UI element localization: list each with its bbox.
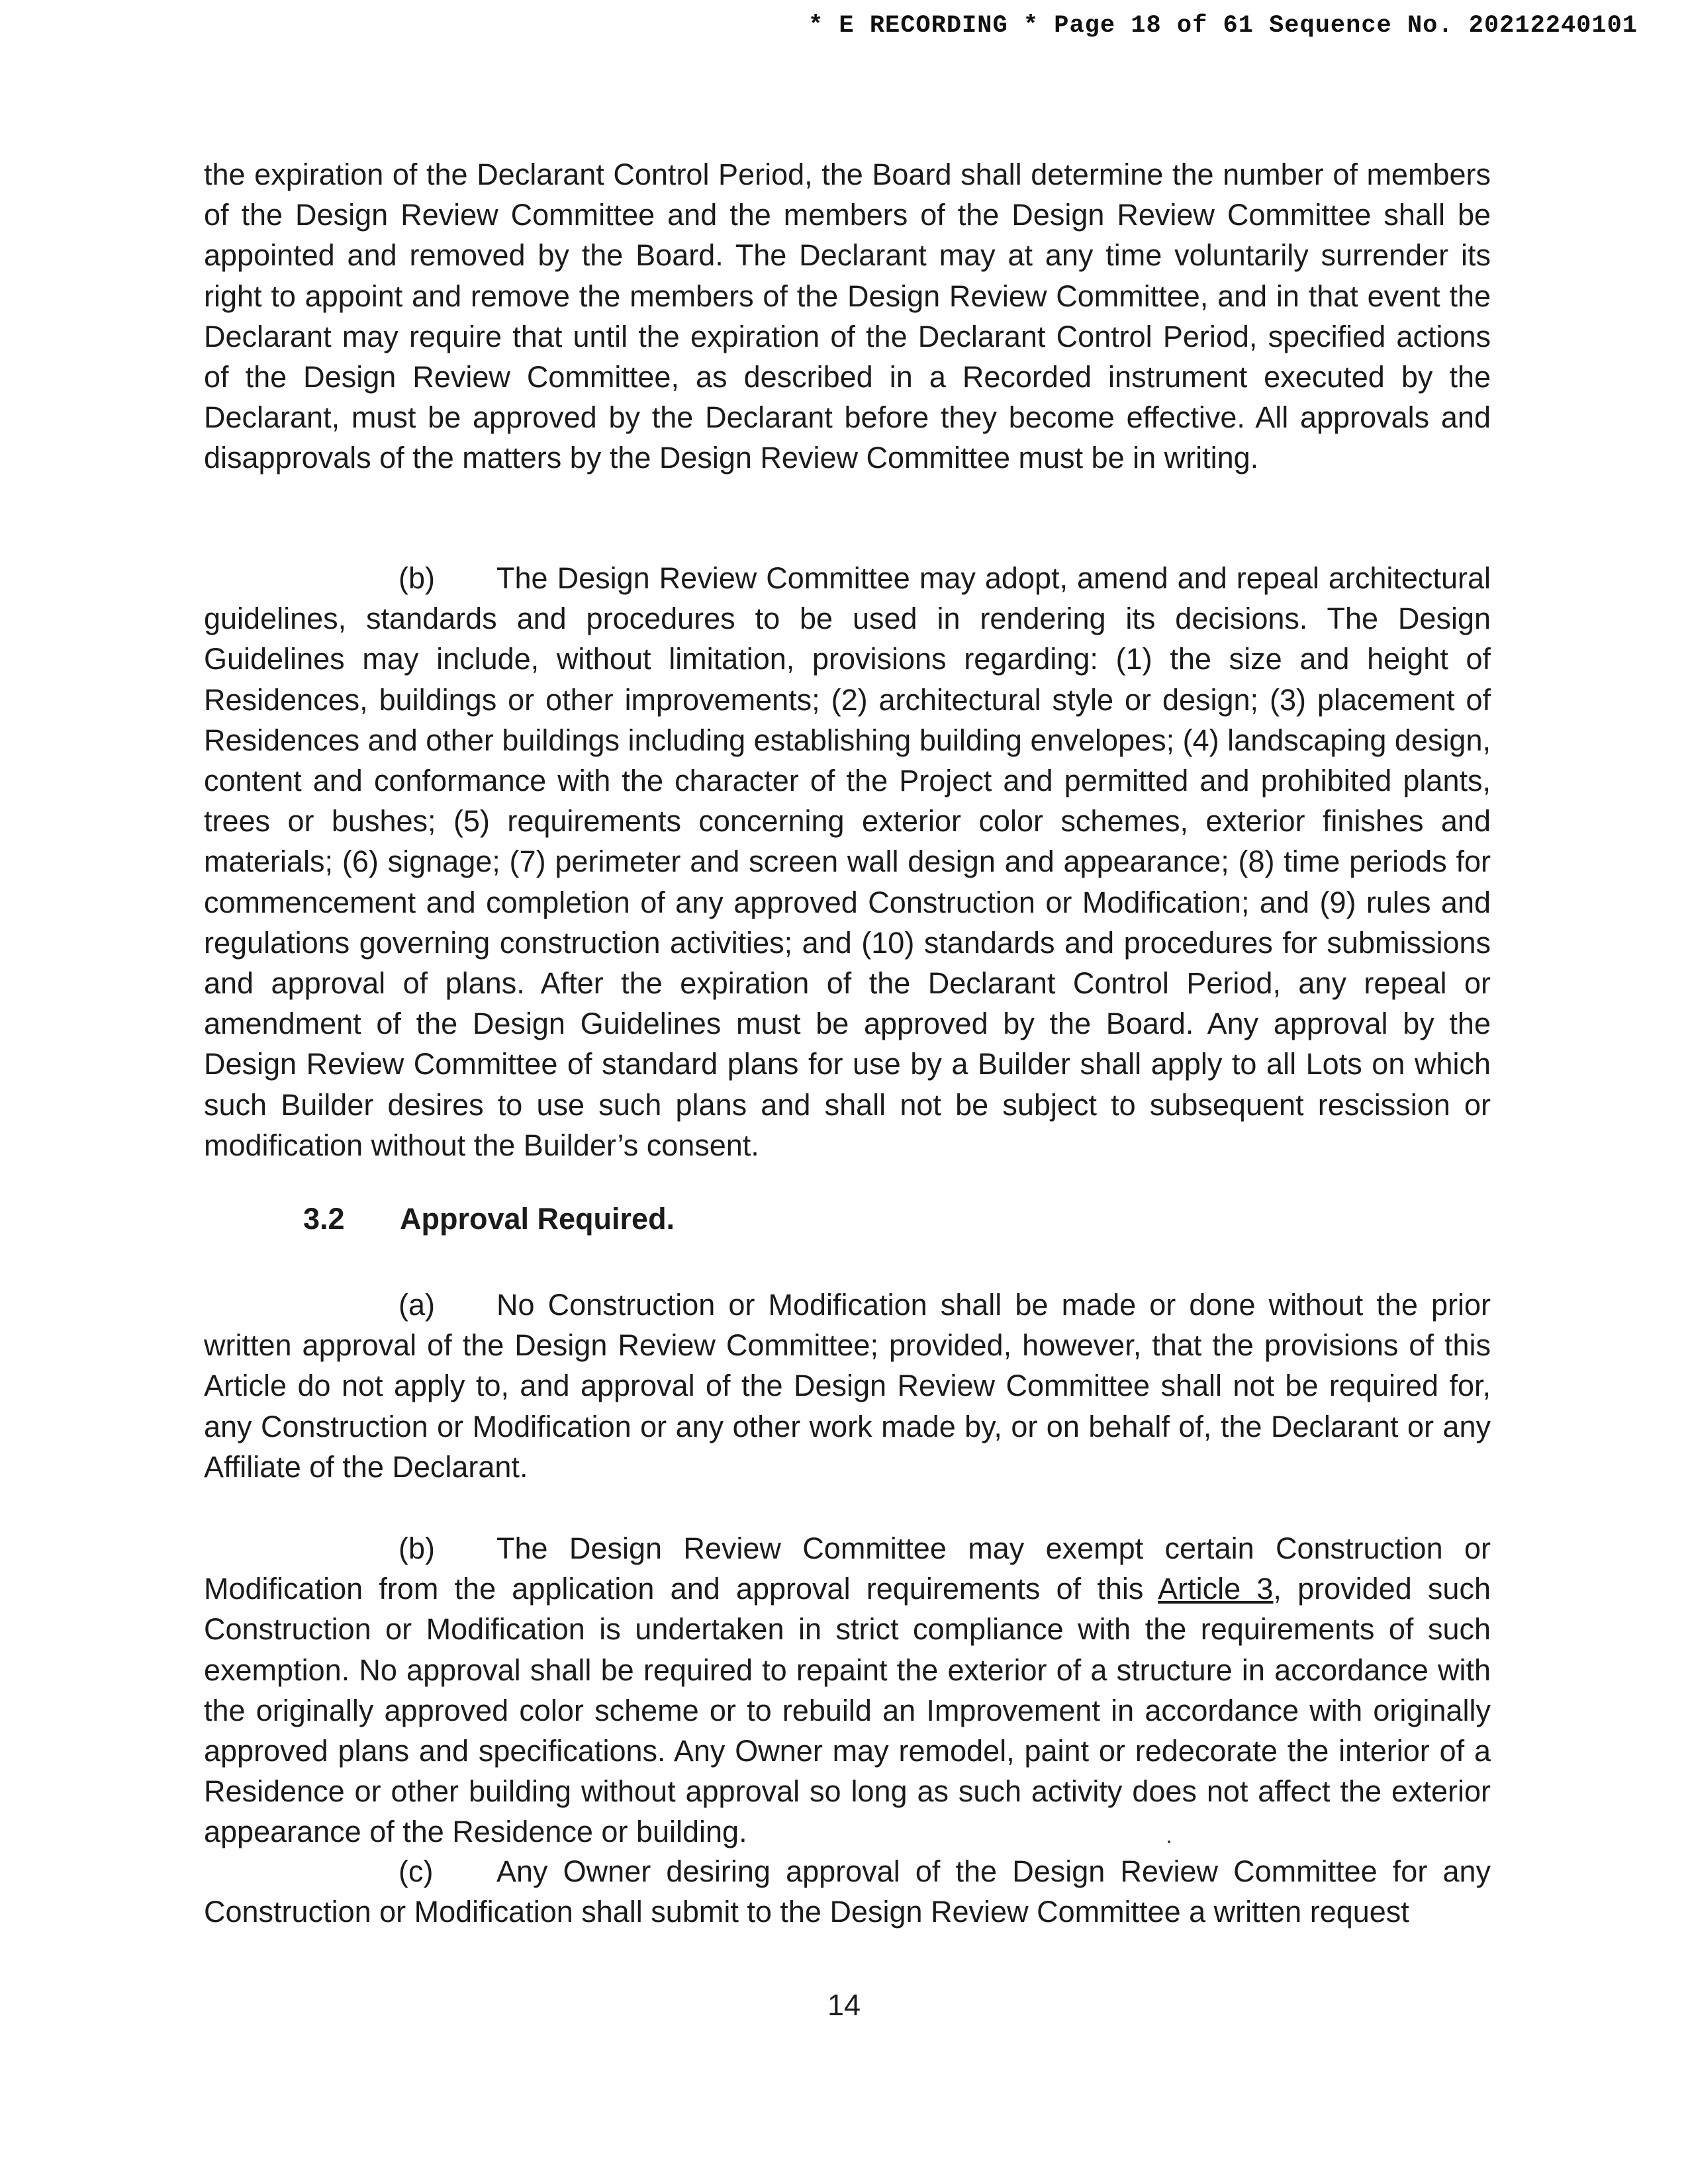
paragraph-text: Any Owner desiring approval of the Design Review Committee for any Construction or Modification shall submit to the Design Review Committee a written request: [204, 1854, 1491, 1929]
recording-header: * E RECORDING * Page 18 of 61 Sequence No. 20212240101: [808, 12, 1638, 40]
paragraph-a-approval: [204, 1285, 1491, 1487]
paragraph-label: (a): [399, 1288, 435, 1322]
paragraph-text-after-reference: , provided such Construction or Modification is undertaken in strict compliance with the requirements of such exemption. No approval shall be required to repaint the exterior of a structure in accordance with the originally approved color scheme or to rebuild an Improvement in accordance with originally approved plans and specifications. Any Owner may remodel, paint or redecorate the interior of a Residence or other building without approval so long as such activity does not affect the exterior appearance of the Residence or building.: [204, 1572, 1491, 1849]
scan-speck: [1168, 1841, 1170, 1843]
article-reference: Article 3: [1158, 1572, 1274, 1606]
section-heading: [303, 1202, 675, 1236]
paragraph-continuation: [204, 154, 1491, 478]
paragraph-text: The Design Review Committee may adopt, amend and repeal architectural guidelines, standards and procedures to be used in rendering its decisions. The Design Guidelines may include, without limitation, provisions regarding: (1) the size and height of Residences, buildings or other improvements; (2) architectural style or design; (3) placement of Residences and other buildings including establishing building envelopes; (4) landscaping design, content and conformance with the character of the Project and permitted and prohibited plants, trees or bushes; (5) requirements concerning exterior color schemes, exterior finishes and materials; (6) signage; (7) perimeter and screen wall design and appearance; (8) time periods for commencement and completion of any approved Construction or Modification; and (9) rules and regulations governing construction activities; and (10) standards and procedures for submissions and approval of plans. After the expiration of the Declarant Control Period, any repeal or amendment of the Design Guidelines must be approved by the Board. Any approval by the Design Review Committee of standard plans for use by a Builder shall apply to all Lots on which such Builder desires to use such plans and shall not be subject to subsequent rescission or modification without the Builder’s consent.: [204, 561, 1491, 1162]
section-number: 3.2: [303, 1202, 345, 1236]
paragraph-label: (c): [399, 1854, 434, 1888]
paragraph-label: (b): [399, 1531, 435, 1565]
section-title: Approval Required.: [400, 1202, 675, 1236]
paragraph-c-request: [204, 1851, 1491, 1932]
page-number: 14: [827, 1988, 861, 2022]
paragraph-b-exemption: [204, 1528, 1491, 1852]
paragraph-text: No Construction or Modification shall be made or done without the prior written approval of the Design Review Committee; provided, however, that the provisions of this Article do not apply to, and approval of the Design Review Committee shall not be required for, any Construction or Modification or any other work made by, or on behalf of, the Declarant or any Affiliate of the Declarant.: [204, 1288, 1491, 1484]
paragraph-b-design-guidelines: [204, 558, 1491, 1165]
paragraph-text-before-reference: The Design Review Committee may exempt certain Construction or Modification from the application and approval requirements of this: [204, 1531, 1491, 1606]
paragraph-continuation-text: the expiration of the Declarant Control Period, the Board shall determine the number of members of the Design Review Committee and the members of the Design Review Committee shall be appointed and removed by the Board. The Declarant may at any time voluntarily surrender its right to appoint and remove the members of the Design Review Committee, and in that event the Declarant may require that until the expiration of the Declarant Control Period, specified actions of the Design Review Committee, as described in a Recorded instrument executed by the Declarant, must be approved by the Declarant before they become effective. All approvals and disapprovals of the matters by the Design Review Committee must be in writing.: [204, 158, 1491, 475]
paragraph-label: (b): [399, 561, 435, 595]
